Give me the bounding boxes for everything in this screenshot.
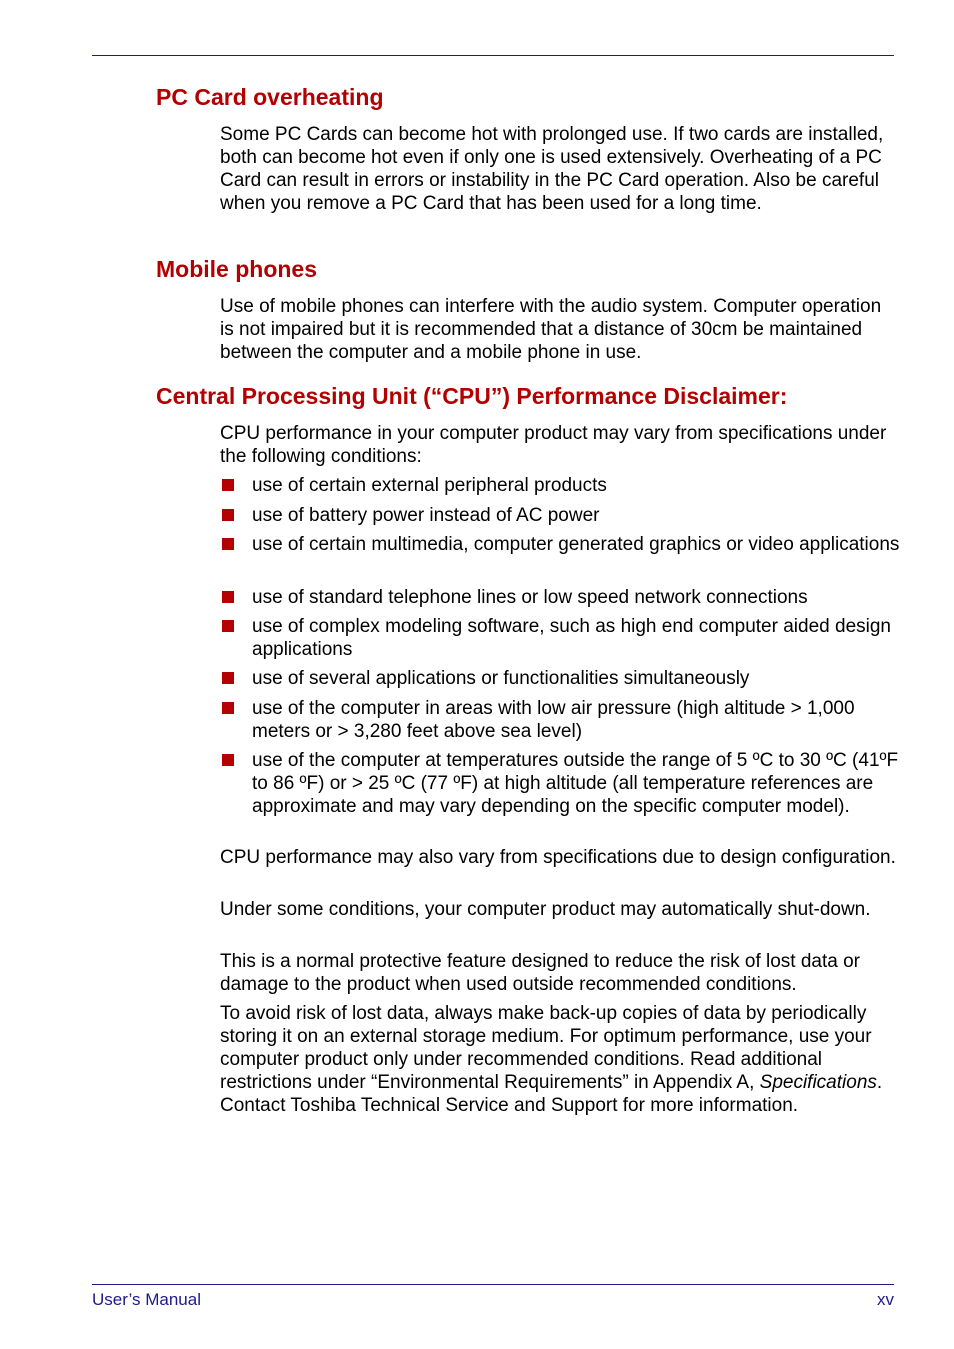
bullet-square-icon	[222, 672, 234, 684]
cpu-paragraph-design: CPU performance may also vary from specifications due to design configuration.	[220, 847, 896, 868]
mobile-phones-paragraph: Use of mobile phones can interfere with the audio system. Computer operation is not impaired but it is recommended that a distance of 30cm be maintained between the computer and a mobile phone in use.	[220, 296, 882, 363]
footer-manual-title: User’s Manual	[92, 1290, 201, 1309]
section-heading-pc-card: PC Card overheating	[156, 84, 384, 110]
list-item: use of the computer at temperatures outside the range of 5 ºC to 30 ºC (41ºF to 86 ºF) or > 25 ºC (77 ºF) at high altitude (all temperature references are approximate and may vary depending on the specific computer model).	[220, 749, 900, 818]
bullet-square-icon	[222, 702, 234, 714]
list-item: use of complex modeling software, such as high end computer aided design applications	[220, 615, 900, 661]
bullet-square-icon	[222, 479, 234, 491]
pc-card-paragraph: Some PC Cards can become hot with prolonged use. If two cards are installed, both can become hot even if only one is used extensively. Overheating of a PC Card can result in errors or instability in the PC Card operation. Also be careful when you remove a PC Card that has been used for a long time.	[220, 124, 884, 214]
footer-page-number: xv	[877, 1290, 894, 1309]
header-rule	[92, 55, 894, 56]
list-item: use of several applications or functionalities simultaneously	[220, 667, 900, 690]
specifications-reference: Specifications	[759, 1072, 877, 1093]
cpu-paragraph-shutdown: Under some conditions, your computer product may automatically shut-down.	[220, 899, 871, 920]
cpu-intro-paragraph: CPU performance in your computer product may vary from specifications under the following conditions:	[220, 423, 887, 467]
list-item: use of battery power instead of AC power	[220, 504, 900, 527]
bullet-square-icon	[222, 620, 234, 632]
list-item: use of standard telephone lines or low speed network connections	[220, 586, 900, 609]
list-item: use of certain external peripheral products	[220, 474, 900, 497]
list-item: use of the computer in areas with low air pressure (high altitude > 1,000 meters or > 3,280 feet above sea level)	[220, 697, 900, 743]
cpu-paragraph-avoid-data-loss: To avoid risk of lost data, always make back-up copies of data by periodically storing it on an external storage medium. For optimum performance, use your computer product only under recommended conditions. Read additional restrictions under “Environmental Requirements” in Appendix A, Specifications. Contact Toshiba Technical Service and Support for more information.	[220, 1003, 883, 1116]
cpu-paragraph-protective: This is a normal protective feature designed to reduce the risk of lost data or damage to the product when used outside recommended conditions.	[220, 951, 860, 995]
bullet-square-icon	[222, 754, 234, 766]
section-heading-cpu-disclaimer: Central Processing Unit (“CPU”) Performance Disclaimer:	[156, 383, 788, 409]
footer-rule	[92, 1284, 894, 1285]
section-heading-mobile-phones: Mobile phones	[156, 256, 317, 282]
list-item: use of certain multimedia, computer generated graphics or video applications	[220, 533, 900, 556]
bullet-square-icon	[222, 538, 234, 550]
bullet-square-icon	[222, 509, 234, 521]
bullet-square-icon	[222, 591, 234, 603]
